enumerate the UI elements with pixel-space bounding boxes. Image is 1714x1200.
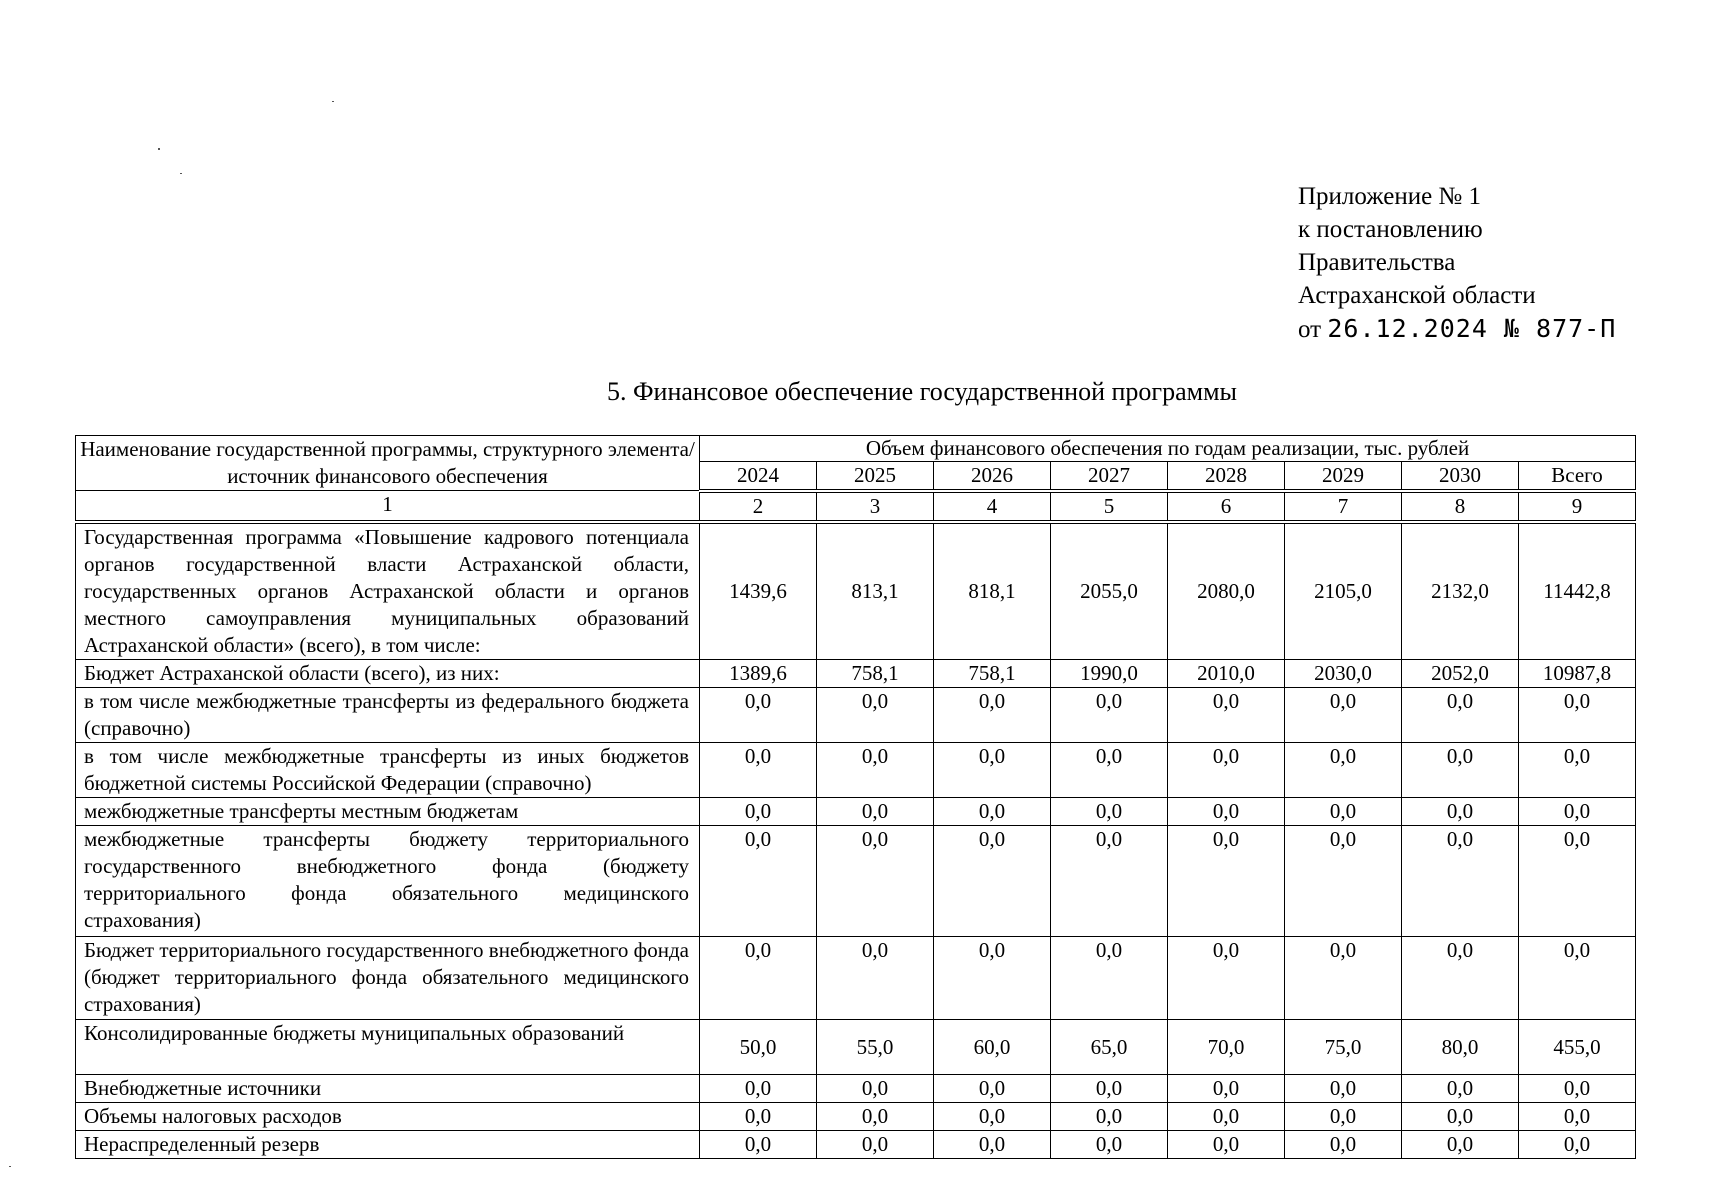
appendix-line-1: Приложение № 1 <box>1298 183 1482 210</box>
column-number: 2 <box>700 491 817 522</box>
row-name: в том числе межбюджетные трансферты из иных бюджетов бюджетной системы Российской Федерации (справочно) <box>76 743 700 798</box>
row-value: 0,0 <box>700 826 817 937</box>
year-header: 2027 <box>1051 462 1168 491</box>
row-value: 0,0 <box>1402 937 1519 1020</box>
row-value: 50,0 <box>700 1020 817 1075</box>
row-value: 0,0 <box>1519 937 1636 1020</box>
row-value: 75,0 <box>1285 1020 1402 1075</box>
row-value: 0,0 <box>1285 826 1402 937</box>
year-header: 2026 <box>934 462 1051 491</box>
row-value: 818,1 <box>934 522 1051 660</box>
row-value: 2105,0 <box>1285 522 1402 660</box>
row-value: 0,0 <box>1168 688 1285 743</box>
table-row <box>76 660 1636 688</box>
row-value: 0,0 <box>1519 1131 1636 1159</box>
header-span-cell: Объем финансового обеспечения по годам реализации, тыс. рублей <box>700 436 1636 462</box>
year-header: 2024 <box>700 462 817 491</box>
row-value: 0,0 <box>1402 798 1519 826</box>
row-value: 0,0 <box>1402 1075 1519 1103</box>
row-value: 0,0 <box>700 743 817 798</box>
column-number: 1 <box>76 491 700 522</box>
appendix-line-2: к постановлению <box>1298 216 1483 243</box>
appendix-block <box>1298 180 1678 346</box>
row-value: 0,0 <box>1051 937 1168 1020</box>
row-value: 0,0 <box>817 1131 934 1159</box>
row-value: 0,0 <box>1402 826 1519 937</box>
column-number: 6 <box>1168 491 1285 522</box>
column-number: 3 <box>817 491 934 522</box>
row-value: 0,0 <box>1519 798 1636 826</box>
row-value: 0,0 <box>817 688 934 743</box>
row-value: 0,0 <box>934 743 1051 798</box>
row-value: 0,0 <box>817 937 934 1020</box>
table-row <box>76 522 1636 660</box>
row-value: 2055,0 <box>1051 522 1168 660</box>
row-value: 0,0 <box>1168 798 1285 826</box>
financing-table <box>75 435 1636 1159</box>
row-value: 0,0 <box>934 937 1051 1020</box>
row-value: 0,0 <box>1402 688 1519 743</box>
row-value: 0,0 <box>934 1131 1051 1159</box>
row-value: 2030,0 <box>1285 660 1402 688</box>
row-value: 0,0 <box>934 826 1051 937</box>
row-value: 0,0 <box>934 1103 1051 1131</box>
row-value: 0,0 <box>934 1075 1051 1103</box>
row-value: 0,0 <box>700 688 817 743</box>
table-row <box>76 1020 1636 1075</box>
column-number: 7 <box>1285 491 1402 522</box>
row-value: 0,0 <box>1168 1103 1285 1131</box>
row-value: 0,0 <box>1285 937 1402 1020</box>
row-value: 0,0 <box>1285 743 1402 798</box>
table-row <box>76 743 1636 798</box>
row-name: Нераспределенный резерв <box>76 1131 700 1159</box>
row-value: 1990,0 <box>1051 660 1168 688</box>
row-value: 1389,6 <box>700 660 817 688</box>
row-value: 0,0 <box>1051 1131 1168 1159</box>
appendix-line-4: Астраханской области <box>1298 282 1536 309</box>
row-value: 0,0 <box>1051 1103 1168 1131</box>
row-value: 0,0 <box>700 937 817 1020</box>
appendix-line-3: Правительства <box>1298 249 1456 276</box>
row-name: Государственная программа «Повышение кадрового потенциала органов государственной власти Астраханской области, государственных органов Астраханской области и органов местного самоуправления муниципальных образований Астраханской области» (всего), в том числе: <box>76 522 700 660</box>
row-value: 0,0 <box>817 1075 934 1103</box>
table-row <box>76 1131 1636 1159</box>
row-value: 758,1 <box>934 660 1051 688</box>
scan-speck <box>158 148 160 150</box>
row-value: 11442,8 <box>1519 522 1636 660</box>
row-name: Объемы налоговых расходов <box>76 1103 700 1131</box>
year-header: 2028 <box>1168 462 1285 491</box>
row-value: 813,1 <box>817 522 934 660</box>
row-name: Бюджет территориального государственного внебюджетного фонда (бюджет территориального фонда обязательного медицинского страхования) <box>76 937 700 1020</box>
row-value: 0,0 <box>1519 1075 1636 1103</box>
year-header: 2025 <box>817 462 934 491</box>
row-value: 758,1 <box>817 660 934 688</box>
row-value: 1439,6 <box>700 522 817 660</box>
year-header: 2030 <box>1402 462 1519 491</box>
row-value: 0,0 <box>817 826 934 937</box>
row-name: Бюджет Астраханской области (всего), из них: <box>76 660 700 688</box>
row-value: 65,0 <box>1051 1020 1168 1075</box>
row-value: 0,0 <box>1402 1103 1519 1131</box>
row-value: 0,0 <box>817 1103 934 1131</box>
row-value: 55,0 <box>817 1020 934 1075</box>
row-name: в том числе межбюджетные трансферты из федерального бюджета (справочно) <box>76 688 700 743</box>
scan-speck <box>332 101 334 102</box>
row-value: 0,0 <box>817 743 934 798</box>
section-title: 5. Финансовое обеспечение государственной программы <box>606 377 1238 406</box>
column-number: 4 <box>934 491 1051 522</box>
row-value: 0,0 <box>934 688 1051 743</box>
row-value: 0,0 <box>1051 826 1168 937</box>
row-value: 0,0 <box>1168 1131 1285 1159</box>
row-value: 2010,0 <box>1168 660 1285 688</box>
row-value: 0,0 <box>1519 688 1636 743</box>
table-row <box>76 1075 1636 1103</box>
row-value: 0,0 <box>817 798 934 826</box>
row-value: 10987,8 <box>1519 660 1636 688</box>
row-value: 80,0 <box>1402 1020 1519 1075</box>
row-value: 0,0 <box>700 1131 817 1159</box>
appendix-date-line <box>1298 312 1678 346</box>
table-row <box>76 826 1636 937</box>
row-value: 0,0 <box>1519 826 1636 937</box>
row-name: Консолидированные бюджеты муниципальных образований <box>76 1020 700 1075</box>
row-value: 0,0 <box>1285 1103 1402 1131</box>
row-value: 0,0 <box>1168 1075 1285 1103</box>
appendix-date-prefix: от <box>1298 316 1322 343</box>
row-value: 0,0 <box>1051 798 1168 826</box>
row-value: 0,0 <box>700 798 817 826</box>
row-value: 0,0 <box>1168 826 1285 937</box>
row-value: 455,0 <box>1519 1020 1636 1075</box>
table-row <box>76 798 1636 826</box>
year-header: 2029 <box>1285 462 1402 491</box>
row-value: 0,0 <box>1051 743 1168 798</box>
column-number: 8 <box>1402 491 1519 522</box>
column-number: 5 <box>1051 491 1168 522</box>
row-value: 2080,0 <box>1168 522 1285 660</box>
row-value: 0,0 <box>1402 743 1519 798</box>
row-value: 0,0 <box>1051 1075 1168 1103</box>
row-value: 0,0 <box>1168 937 1285 1020</box>
row-value: 0,0 <box>1285 1131 1402 1159</box>
scan-speck <box>180 173 182 174</box>
header-name-cell: Наименование государственной программы, структурного элемента/источник финансового обеспечения <box>76 436 700 491</box>
row-value: 0,0 <box>1402 1131 1519 1159</box>
row-value: 0,0 <box>1519 743 1636 798</box>
row-name: Внебюджетные источники <box>76 1075 700 1103</box>
row-value: 0,0 <box>1285 688 1402 743</box>
row-value: 60,0 <box>934 1020 1051 1075</box>
row-value: 0,0 <box>1285 798 1402 826</box>
column-number: 9 <box>1519 491 1636 522</box>
appendix-date-number: 26.12.2024 № 877-П <box>1327 314 1617 343</box>
table-row <box>76 937 1636 1020</box>
year-header: Всего <box>1519 462 1636 491</box>
row-value: 0,0 <box>1168 743 1285 798</box>
row-value: 0,0 <box>1519 1103 1636 1131</box>
row-value: 2132,0 <box>1402 522 1519 660</box>
row-value: 0,0 <box>700 1103 817 1131</box>
row-value: 2052,0 <box>1402 660 1519 688</box>
table-row <box>76 1103 1636 1131</box>
row-value: 0,0 <box>1285 1075 1402 1103</box>
row-name: межбюджетные трансферты местным бюджетам <box>76 798 700 826</box>
row-value: 70,0 <box>1168 1020 1285 1075</box>
row-name: межбюджетные трансферты бюджету территориального государственного внебюджетного фонда (бюджету территориального фонда обязательного медицинского страхования) <box>76 826 700 937</box>
row-value: 0,0 <box>700 1075 817 1103</box>
row-value: 0,0 <box>934 798 1051 826</box>
scan-speck <box>9 1166 11 1167</box>
row-value: 0,0 <box>1051 688 1168 743</box>
table-row <box>76 688 1636 743</box>
